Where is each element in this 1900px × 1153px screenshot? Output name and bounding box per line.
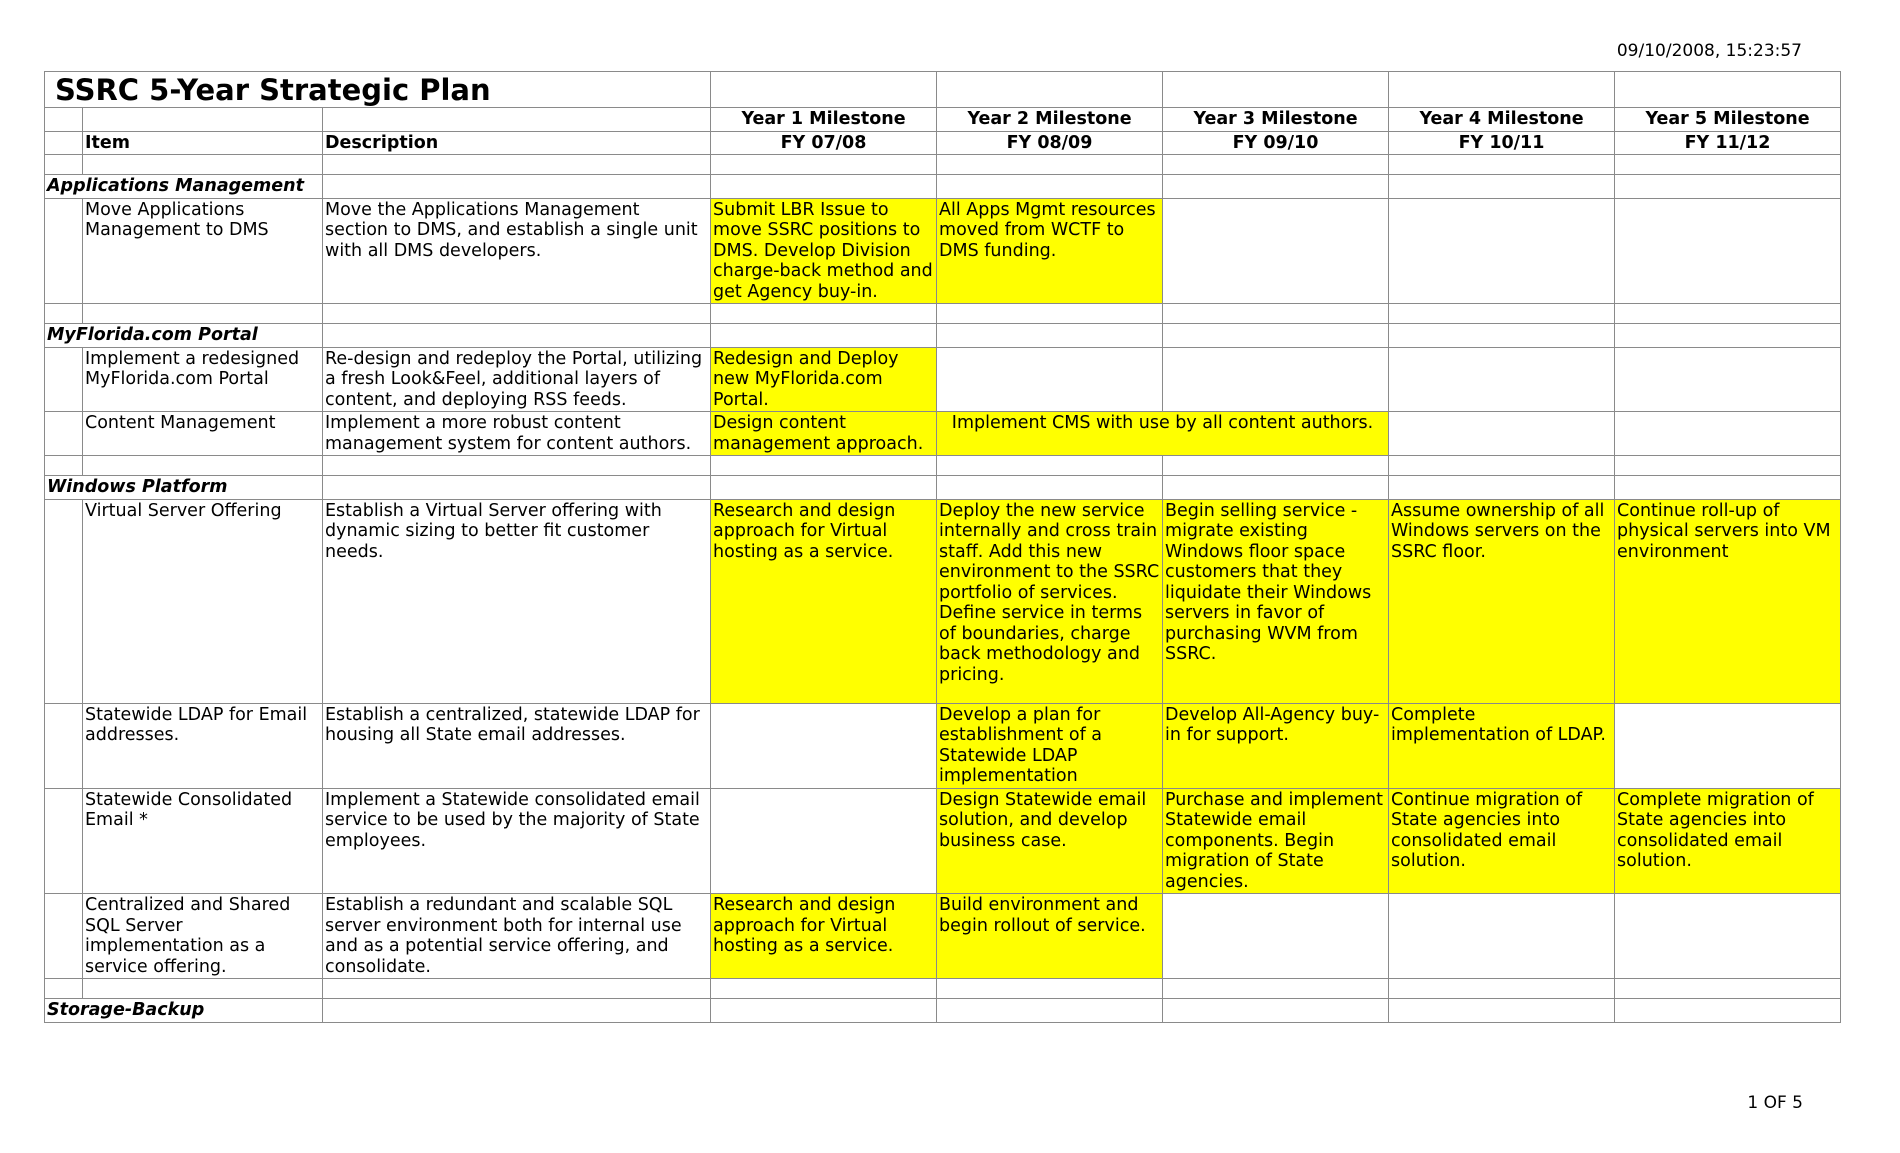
year5-fy-header: FY 11/12 — [1615, 131, 1841, 155]
year5-cell: Continue roll-up of physical servers into VM environment — [1615, 499, 1841, 703]
header-row-milestones — [45, 108, 1841, 132]
section-title: MyFlorida.com Portal — [45, 324, 323, 348]
description-cell: Move the Applications Management section to DMS, and establish a single unit with all DMS developers. — [323, 198, 711, 304]
title-row — [45, 72, 1841, 108]
table-row — [45, 347, 1841, 412]
spacer-row — [45, 155, 1841, 175]
year1-fy-header: FY 07/08 — [711, 131, 937, 155]
description-cell: Implement a more robust content management system for content authors. — [323, 412, 711, 456]
description-header: Description — [323, 131, 711, 155]
section-row-applications — [45, 175, 1841, 199]
description-cell: Establish a redundant and scalable SQL server environment both for internal use and as a potential service offering, and consolidate. — [323, 894, 711, 979]
year2-cell: Deploy the new service internally and cross train staff. Add this new environment to the SSRC portfolio of services. Define service in terms of boundaries, charge back methodology and pricing. — [937, 499, 1163, 703]
table-row — [45, 703, 1841, 788]
item-cell: Statewide LDAP for Email addresses. — [83, 703, 323, 788]
description-cell: Establish a centralized, statewide LDAP for housing all State email addresses. — [323, 703, 711, 788]
item-cell: Statewide Consolidated Email * — [83, 788, 323, 894]
page-title: SSRC 5-Year Strategic Plan — [45, 72, 711, 108]
item-cell: Move Applications Management to DMS — [83, 198, 323, 304]
table-row — [45, 499, 1841, 703]
table-row — [45, 412, 1841, 456]
item-header: Item — [83, 131, 323, 155]
description-cell: Establish a Virtual Server offering with dynamic sizing to better fit customer needs. — [323, 499, 711, 703]
strategic-plan-table — [44, 71, 1841, 1023]
year2-milestone-header: Year 2 Milestone — [937, 108, 1163, 132]
spacer-row — [45, 456, 1841, 476]
section-row-portal — [45, 324, 1841, 348]
year2-cell: Design Statewide email solution, and develop business case. — [937, 788, 1163, 894]
item-cell: Centralized and Shared SQL Server implementation as a service offering. — [83, 894, 323, 979]
year4-cell: Assume ownership of all Windows servers on the SSRC floor. — [1389, 499, 1615, 703]
year3-fy-header: FY 09/10 — [1163, 131, 1389, 155]
year1-cell: Research and design approach for Virtual hosting as a service. — [711, 499, 937, 703]
year2-fy-header: FY 08/09 — [937, 131, 1163, 155]
table-row — [45, 894, 1841, 979]
year1-cell: Design content management approach. — [711, 412, 937, 456]
item-cell: Virtual Server Offering — [83, 499, 323, 703]
spacer-row — [45, 979, 1841, 999]
item-cell: Implement a redesigned MyFlorida.com Portal — [83, 347, 323, 412]
table-row — [45, 788, 1841, 894]
section-title: Windows Platform — [45, 476, 323, 500]
year2-cell: Build environment and begin rollout of service. — [937, 894, 1163, 979]
description-cell: Re-design and redeploy the Portal, utilizing a fresh Look&Feel, additional layers of content, and deploying RSS feeds. — [323, 347, 711, 412]
year5-cell: Complete migration of State agencies into consolidated email solution. — [1615, 788, 1841, 894]
year4-milestone-header: Year 4 Milestone — [1389, 108, 1615, 132]
year3-cell: Purchase and implement Statewide email components. Begin migration of State agencies. — [1163, 788, 1389, 894]
year3-milestone-header: Year 3 Milestone — [1163, 108, 1389, 132]
year2-cell: All Apps Mgmt resources moved from WCTF to DMS funding. — [937, 198, 1163, 304]
year4-cell: Complete implementation of LDAP. — [1389, 703, 1615, 788]
year1-milestone-header: Year 1 Milestone — [711, 108, 937, 132]
year1-cell: Redesign and Deploy new MyFlorida.com Portal. — [711, 347, 937, 412]
section-row-storage — [45, 999, 1841, 1023]
header-row-fiscal-years — [45, 131, 1841, 155]
section-row-windows — [45, 476, 1841, 500]
year4-cell: Continue migration of State agencies into consolidated email solution. — [1389, 788, 1615, 894]
page-number: 1 OF 5 — [1747, 1093, 1803, 1113]
item-cell: Content Management — [83, 412, 323, 456]
section-title: Applications Management — [45, 175, 323, 199]
year1-cell: Research and design approach for Virtual hosting as a service. — [711, 894, 937, 979]
table-row — [45, 198, 1841, 304]
year2-3-cell: Implement CMS with use by all content authors. — [937, 412, 1389, 456]
section-title: Storage-Backup — [45, 999, 323, 1023]
print-timestamp: 09/10/2008, 15:23:57 — [1616, 41, 1802, 61]
spacer-row — [45, 304, 1841, 324]
year2-cell: Develop a plan for establishment of a Statewide LDAP implementation — [937, 703, 1163, 788]
year1-cell: Submit LBR Issue to move SSRC positions to DMS. Develop Division charge-back method and get Agency buy-in. — [711, 198, 937, 304]
year5-milestone-header: Year 5 Milestone — [1615, 108, 1841, 132]
year3-cell: Develop All-Agency buy-in for support. — [1163, 703, 1389, 788]
description-cell: Implement a Statewide consolidated email service to be used by the majority of State employees. — [323, 788, 711, 894]
year3-cell: Begin selling service - migrate existing Windows floor space customers that they liquidate their Windows servers in favor of purchasing WVM from SSRC. — [1163, 499, 1389, 703]
year4-fy-header: FY 10/11 — [1389, 131, 1615, 155]
